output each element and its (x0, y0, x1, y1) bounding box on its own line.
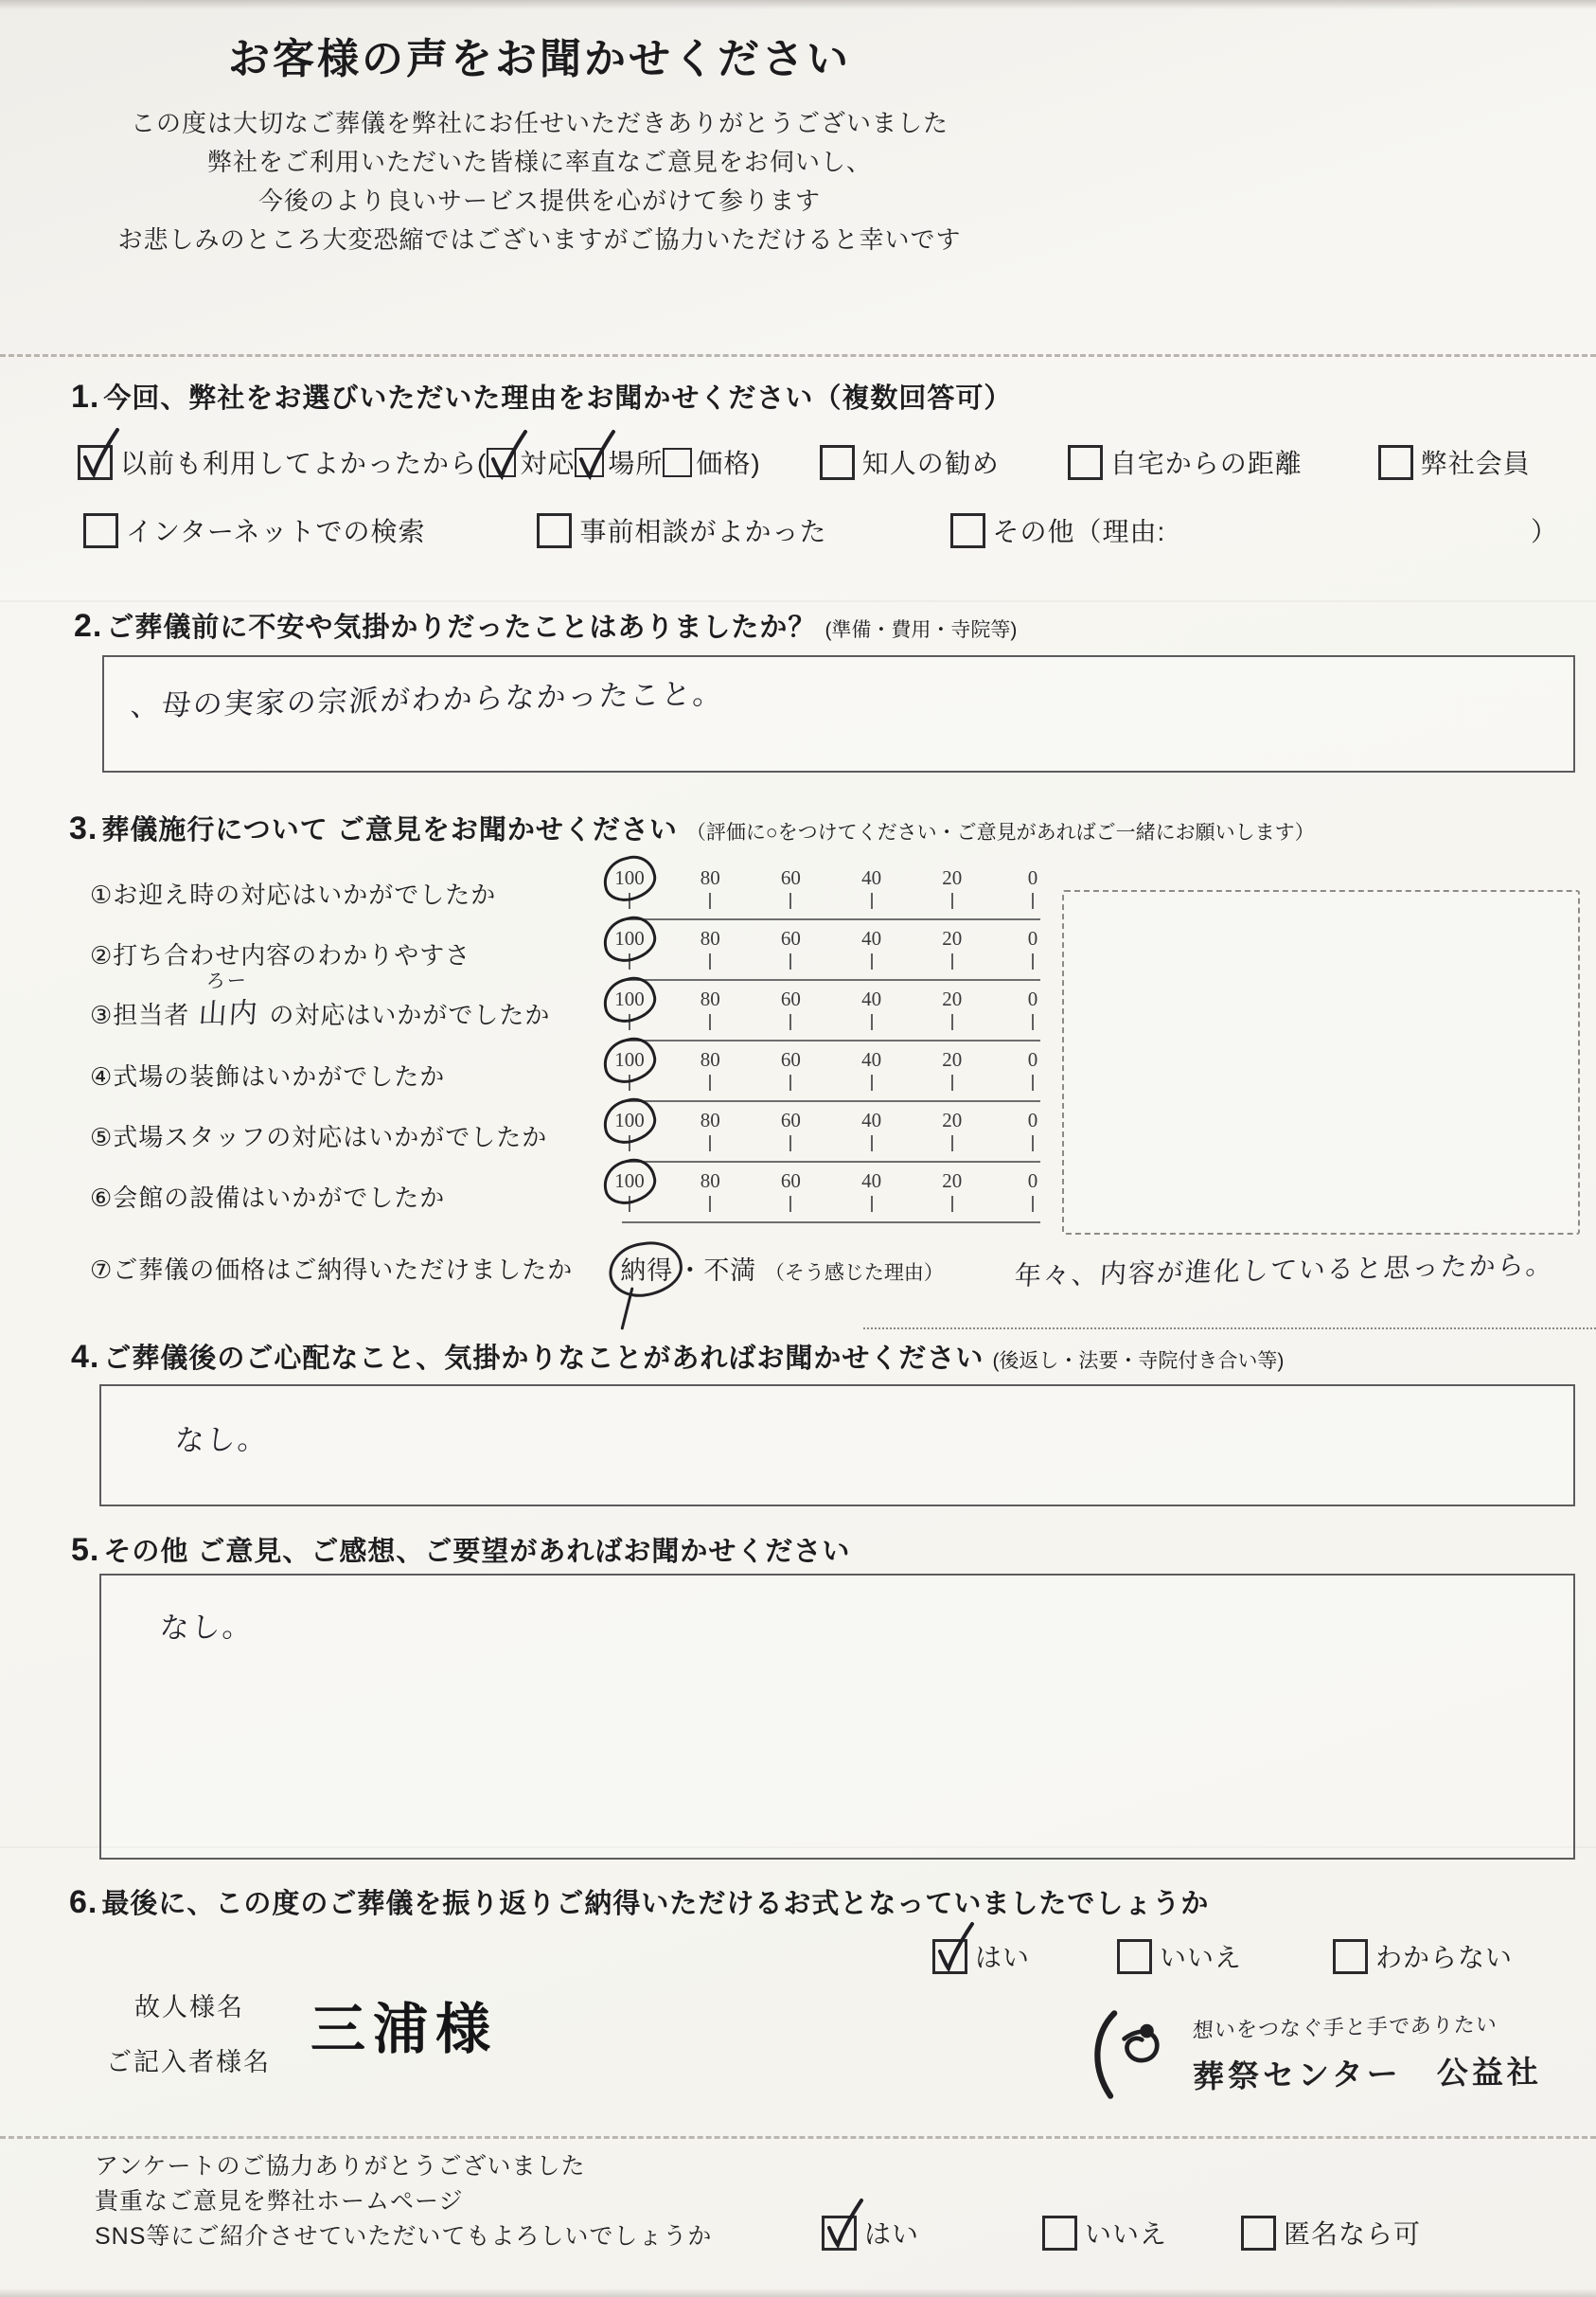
q7-choice-dissatisfied[interactable]: 不満 (703, 1256, 757, 1285)
scale-tick (871, 953, 873, 970)
scale-value-20[interactable]: 20 (931, 926, 973, 981)
q3-rating-row (90, 1163, 1055, 1223)
checkbox[interactable] (1117, 1939, 1152, 1974)
q1-option-label: 知人の勧め (861, 449, 1000, 478)
q2-handwritten-answer: 、母の実家の宗派がわからなかったこと。 (129, 676, 725, 724)
scale-tick (709, 893, 711, 909)
q6-heading: 6. 最後に、この度のご葬儀を振り返りご納得いただけるお式となっていましたでしょうか (69, 1884, 1210, 1920)
checkbox[interactable] (932, 1939, 967, 1974)
footer-line: 貴重なご意見を弊社ホームページ (95, 2188, 464, 2215)
page-title: お客様の声をお聞かせください (228, 36, 851, 82)
checkbox[interactable] (950, 513, 985, 548)
scale-tick (951, 1075, 953, 1091)
q3-rating-scale[interactable] (609, 926, 1054, 981)
scale-baseline (622, 1161, 1040, 1163)
scale-tick (709, 1196, 711, 1212)
scale-value-40[interactable]: 40 (851, 865, 893, 920)
scale-value-40[interactable]: 40 (851, 987, 893, 1042)
q4-number: 4. (71, 1339, 100, 1375)
scale-value-100[interactable] (609, 865, 650, 920)
checkbox[interactable] (78, 445, 113, 480)
scale-tick (1032, 893, 1034, 909)
dashed-separator (0, 2136, 1596, 2139)
q1-option-label: 場所 (608, 449, 664, 478)
q4-answer-box[interactable] (99, 1384, 1575, 1506)
q4-handwritten-answer: なし。 (173, 1421, 270, 1459)
q1-option-referral[interactable] (820, 443, 1000, 481)
scale-value-80[interactable]: 80 (689, 1168, 731, 1223)
scale-tick (871, 1014, 873, 1030)
scale-value-60[interactable]: 60 (770, 926, 811, 981)
scale-value-40[interactable]: 40 (851, 1108, 893, 1163)
checkbox[interactable] (1068, 445, 1103, 480)
scale-value-60[interactable]: 60 (770, 1168, 811, 1223)
q2-answer-box[interactable] (102, 655, 1575, 773)
q1-heading: 1. 今回、弊社をお選びいただいた理由をお聞かせください（複数回答可） (71, 379, 1013, 415)
company-logo (1085, 2005, 1542, 2104)
q6-option-no[interactable] (1117, 1937, 1242, 1975)
footer-option-anonymous-ok[interactable] (1241, 2214, 1421, 2252)
hand-drawn-circle: 100 (614, 926, 645, 950)
q1-option-label: インターネットでの検索 (126, 517, 426, 546)
scan-edge (0, 2288, 1596, 2297)
checkbox[interactable] (1333, 1939, 1368, 1974)
scale-tick (951, 1014, 953, 1030)
scale-tick (1032, 1135, 1034, 1151)
q3-rating-row (90, 1042, 1055, 1102)
checkbox[interactable] (487, 448, 516, 477)
checkbox[interactable] (1241, 2216, 1276, 2251)
scale-tick (789, 953, 791, 970)
q7-price-row (90, 1248, 944, 1289)
scale-baseline (622, 1100, 1040, 1102)
q6-number: 6. (69, 1884, 98, 1920)
q5-number: 5. (71, 1532, 100, 1568)
fold-line (0, 600, 1596, 602)
hand-drawn-circle: 100 (614, 1168, 645, 1192)
q3-rating-scale[interactable] (609, 1168, 1054, 1223)
hand-drawn-circle: 100 (614, 1047, 645, 1071)
footer-option-label: はい (864, 2219, 920, 2249)
scale-tick (1032, 1075, 1034, 1091)
scale-value-0[interactable]: 0 (1012, 1168, 1054, 1223)
scale-tick (951, 953, 953, 970)
q1-option-label: 事前相談がよかった (579, 517, 827, 546)
company-tagline: 想いをつなぐ手と手でありたい (1192, 2013, 1498, 2044)
q3-rating-scale[interactable] (609, 987, 1054, 1042)
q7-choice-separator: ・ (677, 1256, 704, 1285)
q1-suboption-response[interactable] (487, 443, 575, 481)
q1-option-label: 対応 (520, 449, 576, 478)
scale-value-20[interactable]: 20 (931, 865, 973, 920)
scale-tick (951, 893, 953, 909)
scale-value-40[interactable]: 40 (851, 1168, 893, 1223)
footer-line: SNS等にご紹介させていただいてもよろしいでしょうか (95, 2223, 713, 2250)
checkbox[interactable] (575, 448, 604, 477)
q5-handwritten-answer: なし。 (158, 1609, 255, 1647)
hand-drawn-circle: 100 (614, 865, 645, 889)
intro-line: お悲しみのところ大変恐縮ではございますがご協力いただけると幸いです (117, 225, 962, 254)
q3-item-label: ③担当者 ろー 山内 の対応はいかがでしたか (90, 990, 609, 1042)
q6-option-label: いいえ (1160, 1943, 1243, 1972)
company-name: 葬祭センター 公益社 (1192, 2054, 1542, 2094)
scale-value-80[interactable]: 80 (689, 1047, 731, 1102)
scale-value-40[interactable]: 40 (851, 926, 893, 981)
q7-reason-note: （そう感じた理由） (764, 1262, 944, 1284)
q1-option-label: 弊社会員 (1420, 449, 1531, 478)
scale-value-60[interactable]: 60 (770, 865, 811, 920)
scale-tick (709, 1135, 711, 1151)
q3-rating-row (90, 1102, 1055, 1163)
q1-option-preconsult[interactable] (537, 511, 826, 549)
q7-choices (616, 1248, 944, 1289)
scale-value-0[interactable]: 0 (1012, 1047, 1054, 1102)
intro-line: 今後のより良いサービス提供を心がけて参ります (257, 187, 821, 215)
footer-consent-text (95, 2149, 712, 2254)
q1-number: 1. (71, 379, 100, 415)
checkbox[interactable] (822, 2216, 857, 2251)
q3-rating-rows (90, 860, 1055, 1223)
q1-option-label: その他（理由: (992, 517, 1166, 546)
manager-name-annotation: ろー (205, 969, 250, 993)
scale-value-80[interactable]: 80 (689, 926, 731, 981)
scale-value-100[interactable] (609, 987, 650, 1042)
q3-number: 3. (69, 810, 98, 846)
q3-rating-scale[interactable] (609, 865, 1054, 920)
q3-item-label: ⑥会館の設備はいかがでしたか (90, 1184, 446, 1212)
scale-tick (789, 1014, 791, 1030)
q5-heading: 5. その他 ご意見、ご感想、ご要望があればお聞かせください (71, 1532, 851, 1568)
q3-rating-row (90, 860, 1055, 920)
scale-tick (709, 953, 711, 970)
hand-drawn-circle: 100 (614, 987, 645, 1010)
scale-tick (789, 1075, 791, 1091)
q2-heading-note: (準備・費用・寺院等) (825, 619, 1018, 641)
q3-rating-scale[interactable] (609, 1047, 1054, 1102)
scale-value-80[interactable]: 80 (689, 987, 731, 1042)
scale-value-100[interactable] (609, 926, 650, 981)
q1-options-row2 (83, 511, 1558, 549)
scale-baseline (622, 918, 1040, 920)
scale-value-0[interactable]: 0 (1012, 926, 1054, 981)
scale-tick (709, 1014, 711, 1030)
scale-value-0[interactable]: 0 (1012, 987, 1054, 1042)
scale-value-100[interactable] (609, 1047, 650, 1102)
q3-item-label: ⑤式場スタッフの対応はいかがでしたか (90, 1123, 548, 1151)
scale-value-100[interactable] (609, 1108, 650, 1163)
q1-option-internet[interactable] (83, 511, 425, 549)
scale-tick (871, 893, 873, 909)
scale-value-60[interactable]: 60 (770, 987, 811, 1042)
q1-option-label: 価格) (696, 449, 761, 478)
scale-tick (789, 1135, 791, 1151)
scale-tick (1032, 953, 1034, 970)
writer-name-label: ご記入者様名 (106, 2048, 271, 2076)
scale-value-20[interactable]: 20 (931, 1168, 973, 1223)
q7-handwritten-reason: 年々、内容が進化していると思ったから。 (1013, 1249, 1555, 1292)
footer-option-yes[interactable] (822, 2214, 919, 2252)
q1-option-label: 以前も利用してよかったから( (120, 449, 488, 478)
q3-item-label: ②打ち合わせ内容のわかりやすさ (90, 941, 471, 970)
q6-option-yes[interactable] (932, 1937, 1030, 1975)
written-family-name: 三浦様 (310, 1999, 499, 2060)
q1-option-previous-use[interactable] (78, 443, 487, 481)
q2-heading: 2. ご葬儀前に不安や気掛かりだったことはありましたか？ (準備・費用・寺院等) (74, 608, 1018, 644)
q1-option-distance[interactable] (1068, 443, 1303, 481)
checkbox[interactable] (537, 513, 572, 548)
dashed-separator (0, 354, 1596, 357)
q1-suboption-price[interactable] (663, 443, 760, 481)
footer-options-row (822, 2214, 1421, 2252)
scale-tick (951, 1196, 953, 1212)
q3-comment-box[interactable] (1062, 890, 1580, 1235)
q1-options-row1 (78, 443, 1531, 481)
q2-number: 2. (74, 608, 103, 644)
q4-heading-note: (後返し・法要・寺院付き合い等) (992, 1350, 1285, 1372)
scale-value-20[interactable]: 20 (931, 1108, 973, 1163)
q3-item-label: ④式場の装飾はいかがでしたか (90, 1062, 446, 1091)
q5-answer-box[interactable] (99, 1574, 1575, 1860)
footer-option-no[interactable] (1042, 2214, 1167, 2252)
footer-option-label: 匿名なら可 (1284, 2219, 1422, 2249)
q1-option-other[interactable] (950, 511, 1166, 549)
q3-rating-scale[interactable] (609, 1108, 1054, 1163)
company-logo-mark (1085, 2005, 1183, 2104)
scale-baseline (622, 979, 1040, 981)
q1-suboption-location[interactable] (575, 443, 663, 481)
scale-value-40[interactable]: 40 (851, 1047, 893, 1102)
intro-line: 弊社をご利用いただいた皆様に率直なご意見をお伺いし、 (206, 148, 872, 176)
q3-item-label: ①お迎え時の対応はいかがでしたか (90, 881, 497, 909)
scale-tick (871, 1135, 873, 1151)
checkbox[interactable] (1042, 2216, 1077, 2251)
scale-tick (1032, 1196, 1034, 1212)
q6-option-label: わからない (1375, 1943, 1514, 1972)
manager-name-handwritten: ろー 山内 (199, 990, 259, 1032)
scale-value-60[interactable]: 60 (770, 1047, 811, 1102)
scale-value-60[interactable]: 60 (770, 1108, 811, 1163)
scale-value-20[interactable]: 20 (931, 1047, 973, 1102)
q1-option-label: 自宅からの距離 (1109, 449, 1303, 478)
checkbox[interactable] (820, 445, 855, 480)
deceased-name-label: 故人様名 (134, 1993, 244, 2021)
scale-value-100[interactable] (609, 1168, 650, 1223)
q6-option-label: はい (975, 1943, 1031, 1972)
footer-option-label: いいえ (1085, 2219, 1168, 2249)
scale-tick (1032, 1014, 1034, 1030)
q1-other-close-paren: ） (1530, 517, 1558, 546)
q1-option-member[interactable] (1378, 443, 1531, 481)
scale-value-80[interactable]: 80 (689, 865, 731, 920)
q3-heading: 3. 葬儀施行について ご意見をお聞かせください （評価に○をつけてください・ご意見があればご一緒にお願いします） (69, 810, 1315, 846)
q3-heading-note: （評価に○をつけてください・ご意見があればご一緒にお願いします） (685, 822, 1315, 844)
scale-baseline (622, 1040, 1040, 1042)
checkbox[interactable] (663, 448, 692, 477)
hand-drawn-circle: 100 (614, 1108, 645, 1131)
q6-option-unsure[interactable] (1333, 1937, 1513, 1975)
scale-value-0[interactable]: 0 (1012, 1108, 1054, 1163)
scale-value-0[interactable]: 0 (1012, 865, 1054, 920)
checkbox[interactable] (83, 513, 118, 548)
q7-choice-accept[interactable]: 納得 (616, 1248, 677, 1289)
q3-rating-row (90, 969, 1055, 1042)
scale-tick (951, 1135, 953, 1151)
scale-tick (871, 1196, 873, 1212)
scale-tick (709, 1075, 711, 1091)
q6-options-row (932, 1937, 1513, 1975)
intro-line: この度は大切なご葬儀を弊社にお任せいただきありがとうございました (130, 109, 949, 137)
scale-value-20[interactable]: 20 (931, 987, 973, 1042)
scale-tick (789, 1196, 791, 1212)
footer-line: アンケートのご協力ありがとうございました (95, 2153, 586, 2180)
q7-reason-line (863, 1327, 1596, 1329)
scan-edge (0, 0, 1596, 9)
q4-heading: 4. ご葬儀後のご心配なこと、気掛かりなことがあればお聞かせください (後返し・法要・寺院付き合い等) (71, 1339, 1285, 1375)
q7-label: ⑦ご葬儀の価格はご納得いただけましたか (90, 1255, 574, 1284)
scale-tick (789, 893, 791, 909)
scale-value-80[interactable]: 80 (689, 1108, 731, 1163)
scale-baseline (622, 1221, 1040, 1223)
scale-tick (871, 1075, 873, 1091)
checkbox[interactable] (1378, 445, 1413, 480)
